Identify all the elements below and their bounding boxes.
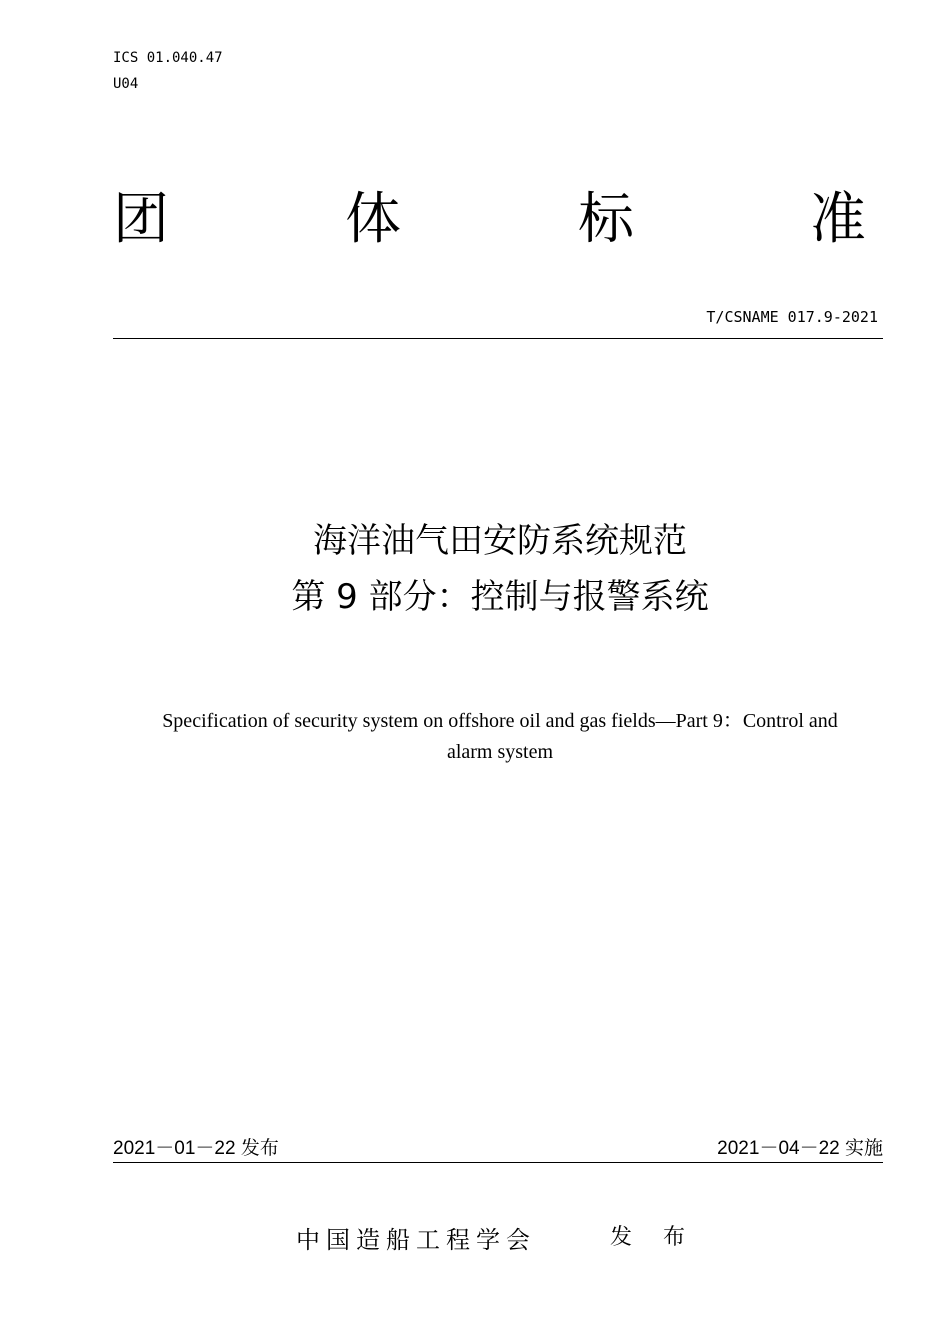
banner-char-4: 准 <box>810 187 866 252</box>
publisher-org: 中国造船工程学会 <box>296 1226 536 1254</box>
ccs-code: U04 <box>113 76 139 92</box>
footer-divider <box>113 1162 883 1163</box>
banner-char-2: 体 <box>345 187 401 252</box>
issue-date: 2021－01－22 发布 <box>113 1138 279 1159</box>
header-divider <box>113 338 883 339</box>
banner-char-3: 标 <box>578 187 634 252</box>
ics-code: ICS 01.040.47 <box>113 50 223 66</box>
en-title-line-2: alarm system <box>446 741 554 763</box>
implement-date: 2021－04－22 实施 <box>717 1138 883 1159</box>
cn-title-line-1: 海洋油气田安防系统规范 <box>313 521 687 561</box>
en-title-line-1: Specification of security system on offshore oil and gas fields—Part 9：Control and <box>162 710 838 732</box>
cn-title-line-2: 第 9 部分：控制与报警系统 <box>291 577 709 617</box>
standard-number: T/CSNAME 017.9-2021 <box>706 308 878 326</box>
publish-label: 发 布 <box>610 1225 697 1250</box>
en-title <box>115 706 885 768</box>
banner-char-1: 团 <box>113 187 169 252</box>
